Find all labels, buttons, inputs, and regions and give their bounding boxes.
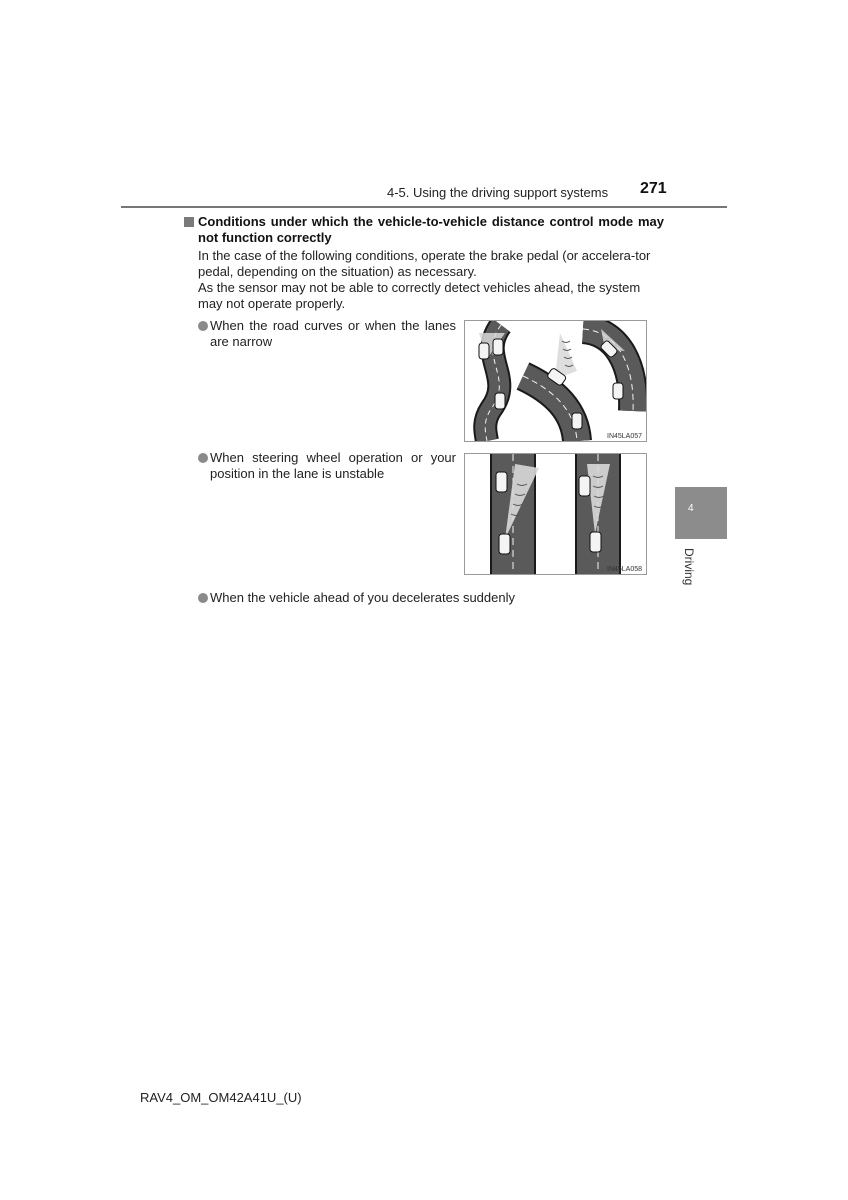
section-heading <box>184 214 664 246</box>
header-rule <box>121 206 727 208</box>
section-title: 4-5. Using the driving support systems <box>387 185 609 200</box>
bullet-item-steering <box>198 450 456 482</box>
chapter-tab <box>675 487 727 539</box>
intro-text <box>198 248 664 312</box>
bullet-item-decelerate <box>198 590 598 606</box>
document-code: RAV4_OM_OM42A41U_(U) <box>140 1090 302 1105</box>
circle-bullet-icon <box>198 321 208 331</box>
heading-text: Conditions under which the vehicle-to-vehicle distance control mode may not function correctly <box>198 214 664 245</box>
bullet-text: When the vehicle ahead of you decelerates suddenly <box>210 590 515 605</box>
paragraph-2: As the sensor may not be able to correctly detect vehicles ahead, the system may not operate properly. <box>198 280 641 311</box>
straight-roads-illustration <box>465 454 646 574</box>
circle-bullet-icon <box>198 453 208 463</box>
square-bullet-icon <box>184 217 194 227</box>
circle-bullet-icon <box>198 593 208 603</box>
bullet-text: When the road curves or when the lanes are narrow <box>210 318 456 349</box>
figure-unstable-steering <box>464 453 647 575</box>
chapter-number: 4 <box>688 503 694 514</box>
bullet-text: When steering wheel operation or your position in the lane is unstable <box>210 450 456 481</box>
bullet-item-curves <box>198 318 456 350</box>
paragraph-1: In the case of the following conditions, operate the brake pedal (or accelera-tor pedal, depending on the situation) as necessary. <box>198 248 651 279</box>
figure-code: IN45LA058 <box>607 566 643 573</box>
figure-curved-roads <box>464 320 647 442</box>
page-number: 271 <box>640 180 667 197</box>
chapter-label: Driving <box>682 548 696 586</box>
figure-code: IN45LA057 <box>607 433 643 440</box>
curved-roads-illustration <box>465 321 646 441</box>
